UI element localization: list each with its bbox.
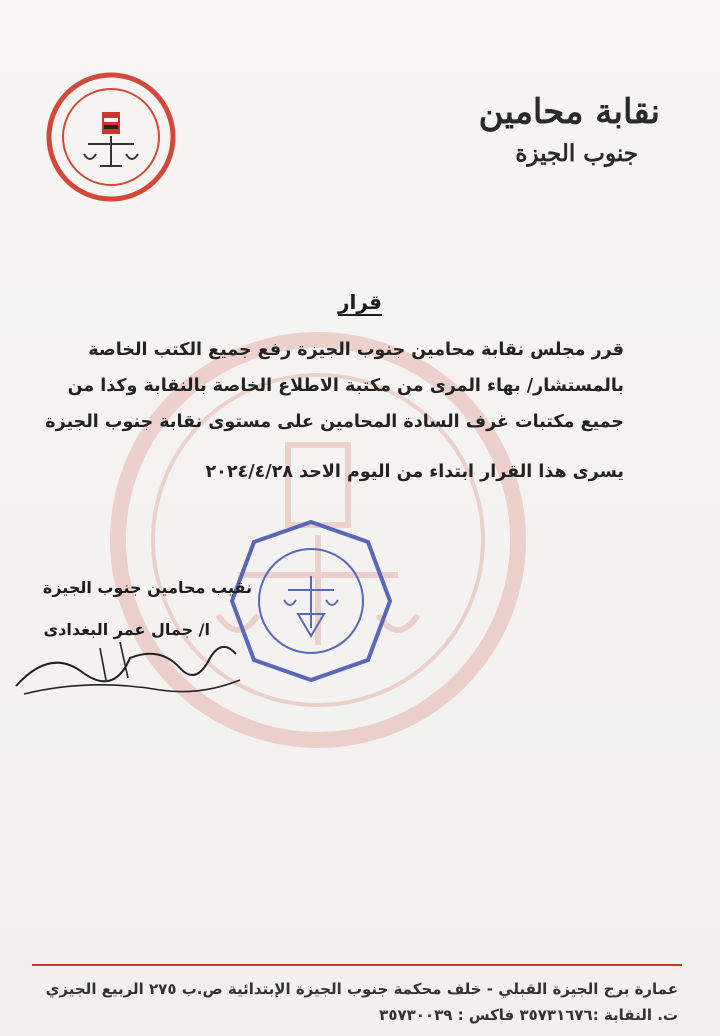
decision-line-1: قرر مجلس نقابة محامين جنوب الجيزة رفع جميع الكتب الخاصة (88, 340, 624, 360)
decision-line-3: جميع مكتبات غرف السادة المحامين على مستوى نقابة جنوب الجيزة (45, 412, 624, 432)
decision-line-2: بالمستشار/ بهاء المرى من مكتبة الاطلاع الخاصة بالنقابة وكذا من (67, 376, 624, 396)
page-subtitle: جنوب الجيزة (515, 140, 638, 167)
effective-date-line: يسرى هذا القرار ابتداء من اليوم الاحد ٢٠٢٤/٤/٢٨ (205, 462, 624, 482)
official-stamp-icon (228, 518, 394, 684)
signatory-title: نقيب محامين جنوب الجيزة (42, 578, 252, 597)
syndicate-logo-icon (44, 70, 178, 204)
footer-address: عمارة برج الجيزة القبلي - خلف محكمة جنوب الجيزة الإبتدائية ص.ب ٢٧٥ الربيع الجيزي (45, 980, 678, 998)
decision-heading: قرار (338, 290, 382, 314)
signatory-name: ا/ جمال عمر البغدادى (43, 620, 210, 639)
footer-divider (32, 964, 682, 966)
handwritten-signature-icon (10, 628, 250, 708)
footer-contact: ت. النقابة :٣٥٧٣١٦٧٦ فاكس : ٣٥٧٣٠٠٣٩ (379, 1006, 678, 1024)
page-title: نقابة محامين (478, 92, 660, 132)
